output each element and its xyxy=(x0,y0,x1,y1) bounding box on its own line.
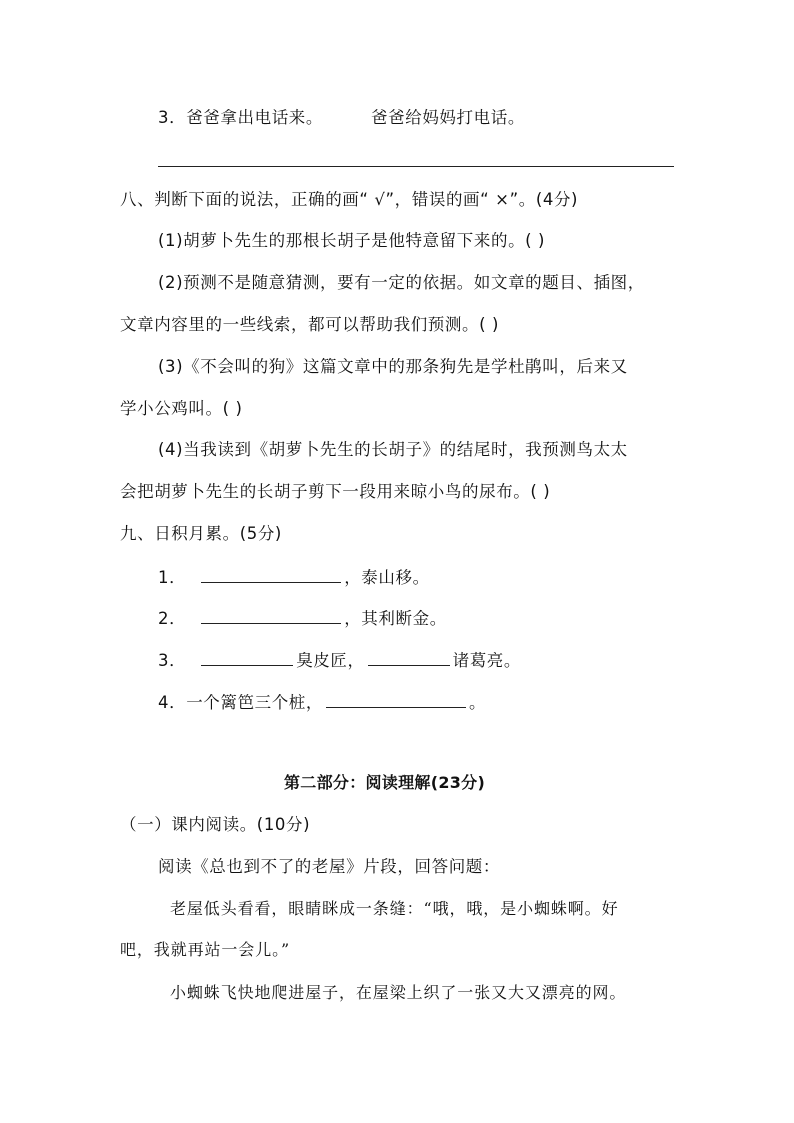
source-sentence: 爸爸拿出电话来。 xyxy=(186,108,324,127)
section-8-heading: 八、判断下面的说法，正确的画“ √”，错误的画“ ×”。(4分) xyxy=(120,190,579,209)
item-text: 4．一个篱笆三个桩， xyxy=(158,693,323,712)
reading-section-heading: （一）课内阅读。(10分) xyxy=(120,815,311,834)
judge-question-4-line-2: 会把胡萝卜先生的长胡子剪下一段用来晾小鸟的尿布。( ) xyxy=(120,482,551,501)
answer-line[interactable] xyxy=(158,166,674,167)
section-9-heading: 九、日积月累。(5分) xyxy=(120,524,282,543)
judge-question-2-line-1: (2)预测不是随意猜测，要有一定的依据。如文章的题目、插图， xyxy=(158,273,645,292)
fill-item-1 xyxy=(158,566,430,588)
fill-item-4 xyxy=(158,691,486,713)
item-text: 。 xyxy=(469,693,487,712)
model-sentence: 爸爸给妈妈打电话。 xyxy=(371,108,525,127)
fill-blank[interactable] xyxy=(201,649,293,666)
item-text: ，泰山移。 xyxy=(344,568,430,587)
judge-question-1: (1)胡萝卜先生的那根长胡子是他特意留下来的。( ) xyxy=(158,231,546,250)
passage-line-2: 吧，我就再站一会儿。” xyxy=(120,940,291,959)
passage-line-3: 小蜘蛛飞快地爬进屋子，在屋梁上织了一张又大又漂亮的网。 xyxy=(170,983,627,1002)
item-number: 3． xyxy=(158,651,187,670)
fill-blank[interactable] xyxy=(201,566,341,583)
item-text: 诸葛亮。 xyxy=(452,651,522,670)
fill-item-3 xyxy=(158,649,521,671)
item-text: 臭皮匠， xyxy=(296,651,365,670)
judge-question-3-line-2: 学小公鸡叫。( ) xyxy=(120,399,243,418)
item-number: 3． xyxy=(158,108,187,127)
fill-item-2 xyxy=(158,607,447,629)
fill-blank[interactable] xyxy=(368,649,450,666)
fill-blank[interactable] xyxy=(326,691,466,708)
part-2-title: 第二部分：阅读理解(23分) xyxy=(284,773,486,792)
judge-question-4-line-1: (4)当我读到《胡萝卜先生的长胡子》的结尾时，我预测鸟太太 xyxy=(158,440,628,459)
item-number: 1． xyxy=(158,568,187,587)
judge-question-3-line-1: (3)《不会叫的狗》这篇文章中的那条狗先是学杜鹃叫，后来又 xyxy=(158,357,628,376)
fill-blank[interactable] xyxy=(201,607,341,624)
item-text: ，其利断金。 xyxy=(344,609,447,628)
item-number: 2． xyxy=(158,609,187,628)
passage-line-1: 老屋低头看看，眼睛眯成一条缝：“哦，哦，是小蜘蛛啊。好 xyxy=(170,899,619,918)
judge-question-2-line-2: 文章内容里的一些线索，都可以帮助我们预测。( ) xyxy=(120,315,500,334)
rewrite-item-3 xyxy=(158,108,525,128)
reading-instruction: 阅读《总也到不了的老屋》片段，回答问题： xyxy=(158,857,500,876)
